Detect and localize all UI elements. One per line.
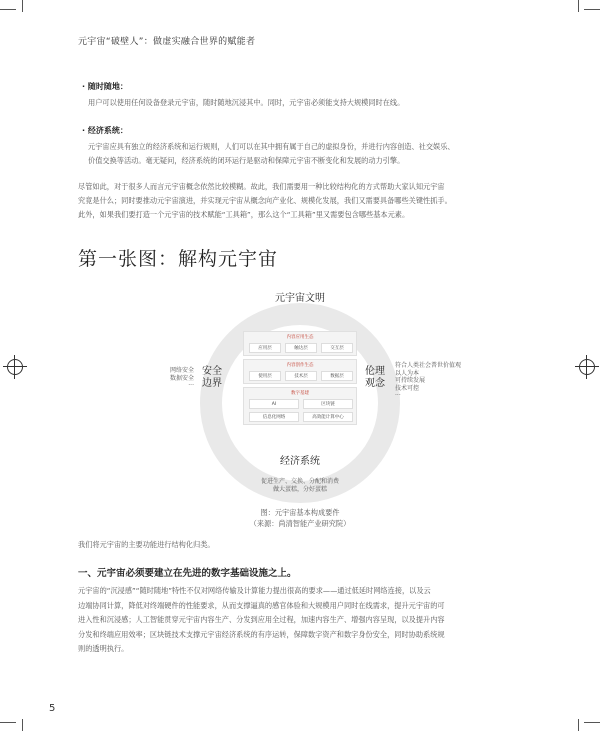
layer-title: 数字基建 <box>291 391 309 396</box>
crop-mark <box>0 9 16 10</box>
crop-mark <box>578 719 579 731</box>
layer-title: 内容应用生态 <box>286 335 314 340</box>
running-header: 元宇宙“破壁人”：做虚实融合世界的赋能者 <box>78 37 256 47</box>
bullet-text-economy: 元宇宙应具有独立的经济系统和运行规则，人们可以在其中拥有属于自己的虚拟身份，并进行内容创造、社交娱乐、 价值交换等活动。毫无疑问，经济系统的闭环运行是驱动和保障元宇宙不断变化和发展的动力引擎。 <box>88 142 455 165</box>
page-number: 5 <box>49 703 56 714</box>
right-notes: 符合人类社会普世价值观 以人为本 可持续发展 技术可控 ··· <box>395 362 462 399</box>
crop-mark <box>584 722 600 723</box>
intro-paragraph: 尽管如此，对于很多人而言元宇宙概念依然比较模糊。故此，我们需要用一种比较结构化的方式帮助大家认知元宇宙 究竟是什么；同时要推动元宇宙演进，并实现元宇宙从概念向产业化、规模化发展，我们又需要具备哪些关键性抓手。 此外，如果我们要打造一个元宇宙的技术赋能“工具箱”，那么这个“工具箱”里又需要包含哪些基本元素。 <box>78 182 452 219</box>
layer-item: 数据层 <box>321 371 353 381</box>
section-heading: 第一张图：解构元宇宙 <box>78 248 279 270</box>
subsection-heading: 一、元宇宙必须要建立在先进的数字基础设施之上。 <box>78 568 297 579</box>
layer-title: 内容创作生态 <box>286 363 314 368</box>
diagram-label-right: 伦理 观念 <box>365 366 385 389</box>
summary-text: 我们将元宇宙的主要功能进行结构化归类。 <box>78 540 215 549</box>
layer-item: 应用层 <box>249 343 281 353</box>
layer-item: 技术层 <box>285 371 317 381</box>
figure-caption: 图：元宇宙基本构成要件 （来源：尚清智能产业研究院） <box>249 508 351 528</box>
layer-digital-infrastructure <box>243 387 357 425</box>
registration-mark <box>7 359 23 375</box>
layer-item: 使用层 <box>249 371 281 381</box>
bullet-title-anytime: · 随时随地： <box>82 82 128 91</box>
layer-content-creation <box>243 359 357 384</box>
bullet-title-economy: · 经济系统： <box>82 126 128 135</box>
registration-mark <box>579 359 595 375</box>
layer-content-application <box>243 331 357 356</box>
left-notes: 网络安全 数据安全 ··· <box>169 367 194 389</box>
crop-mark <box>0 722 16 723</box>
crop-mark <box>578 0 579 12</box>
subsection-paragraph: 元宇宙的“沉浸感”“随时随地”特性不仅对网络传输及计算能力提出很高的要求——通过低延时网络连接，以及云 边端协同计算，降低对终端硬件的性能要求，从而支撑逼真的感官体验和大规模用户同时在线需求，提升元宇宙的可 进入性和沉浸感；人工智能贯穿元宇宙内容生产、分发到应用全过程，加速内容生产、增强内容呈现，以及提升内容 分发和终端应用效率；区块链技术支撑元宇宙经济系统的有序运转，保障数字资产和数字身份安全，同时协助系统规 则的透明执行。 <box>78 586 445 653</box>
bottom-notes: 促进生产、交换、分配和消费 做大蛋糕，分好蛋糕 <box>260 478 339 493</box>
crop-mark <box>584 9 600 10</box>
layer-item: 区块链 <box>303 399 353 409</box>
layer-item: 触达层 <box>285 343 317 353</box>
layer-item: AI <box>249 399 299 409</box>
diagram-label-left: 安全 边界 <box>202 366 222 389</box>
layer-item: 高效能计算中心 <box>303 412 353 422</box>
bullet-text-anytime: 用户可以使用任何设备登录元宇宙，随时随地沉浸其中。同时，元宇宙必须能支持大规模同时在线。 <box>88 98 405 107</box>
crop-mark <box>22 0 23 12</box>
layer-item: 信息化网络 <box>249 412 299 422</box>
crop-mark <box>22 719 23 731</box>
layer-item: 交互层 <box>321 343 353 353</box>
diagram-label-bottom: 经济系统 <box>280 456 320 467</box>
diagram-label-top: 元宇宙文明 <box>275 293 325 304</box>
